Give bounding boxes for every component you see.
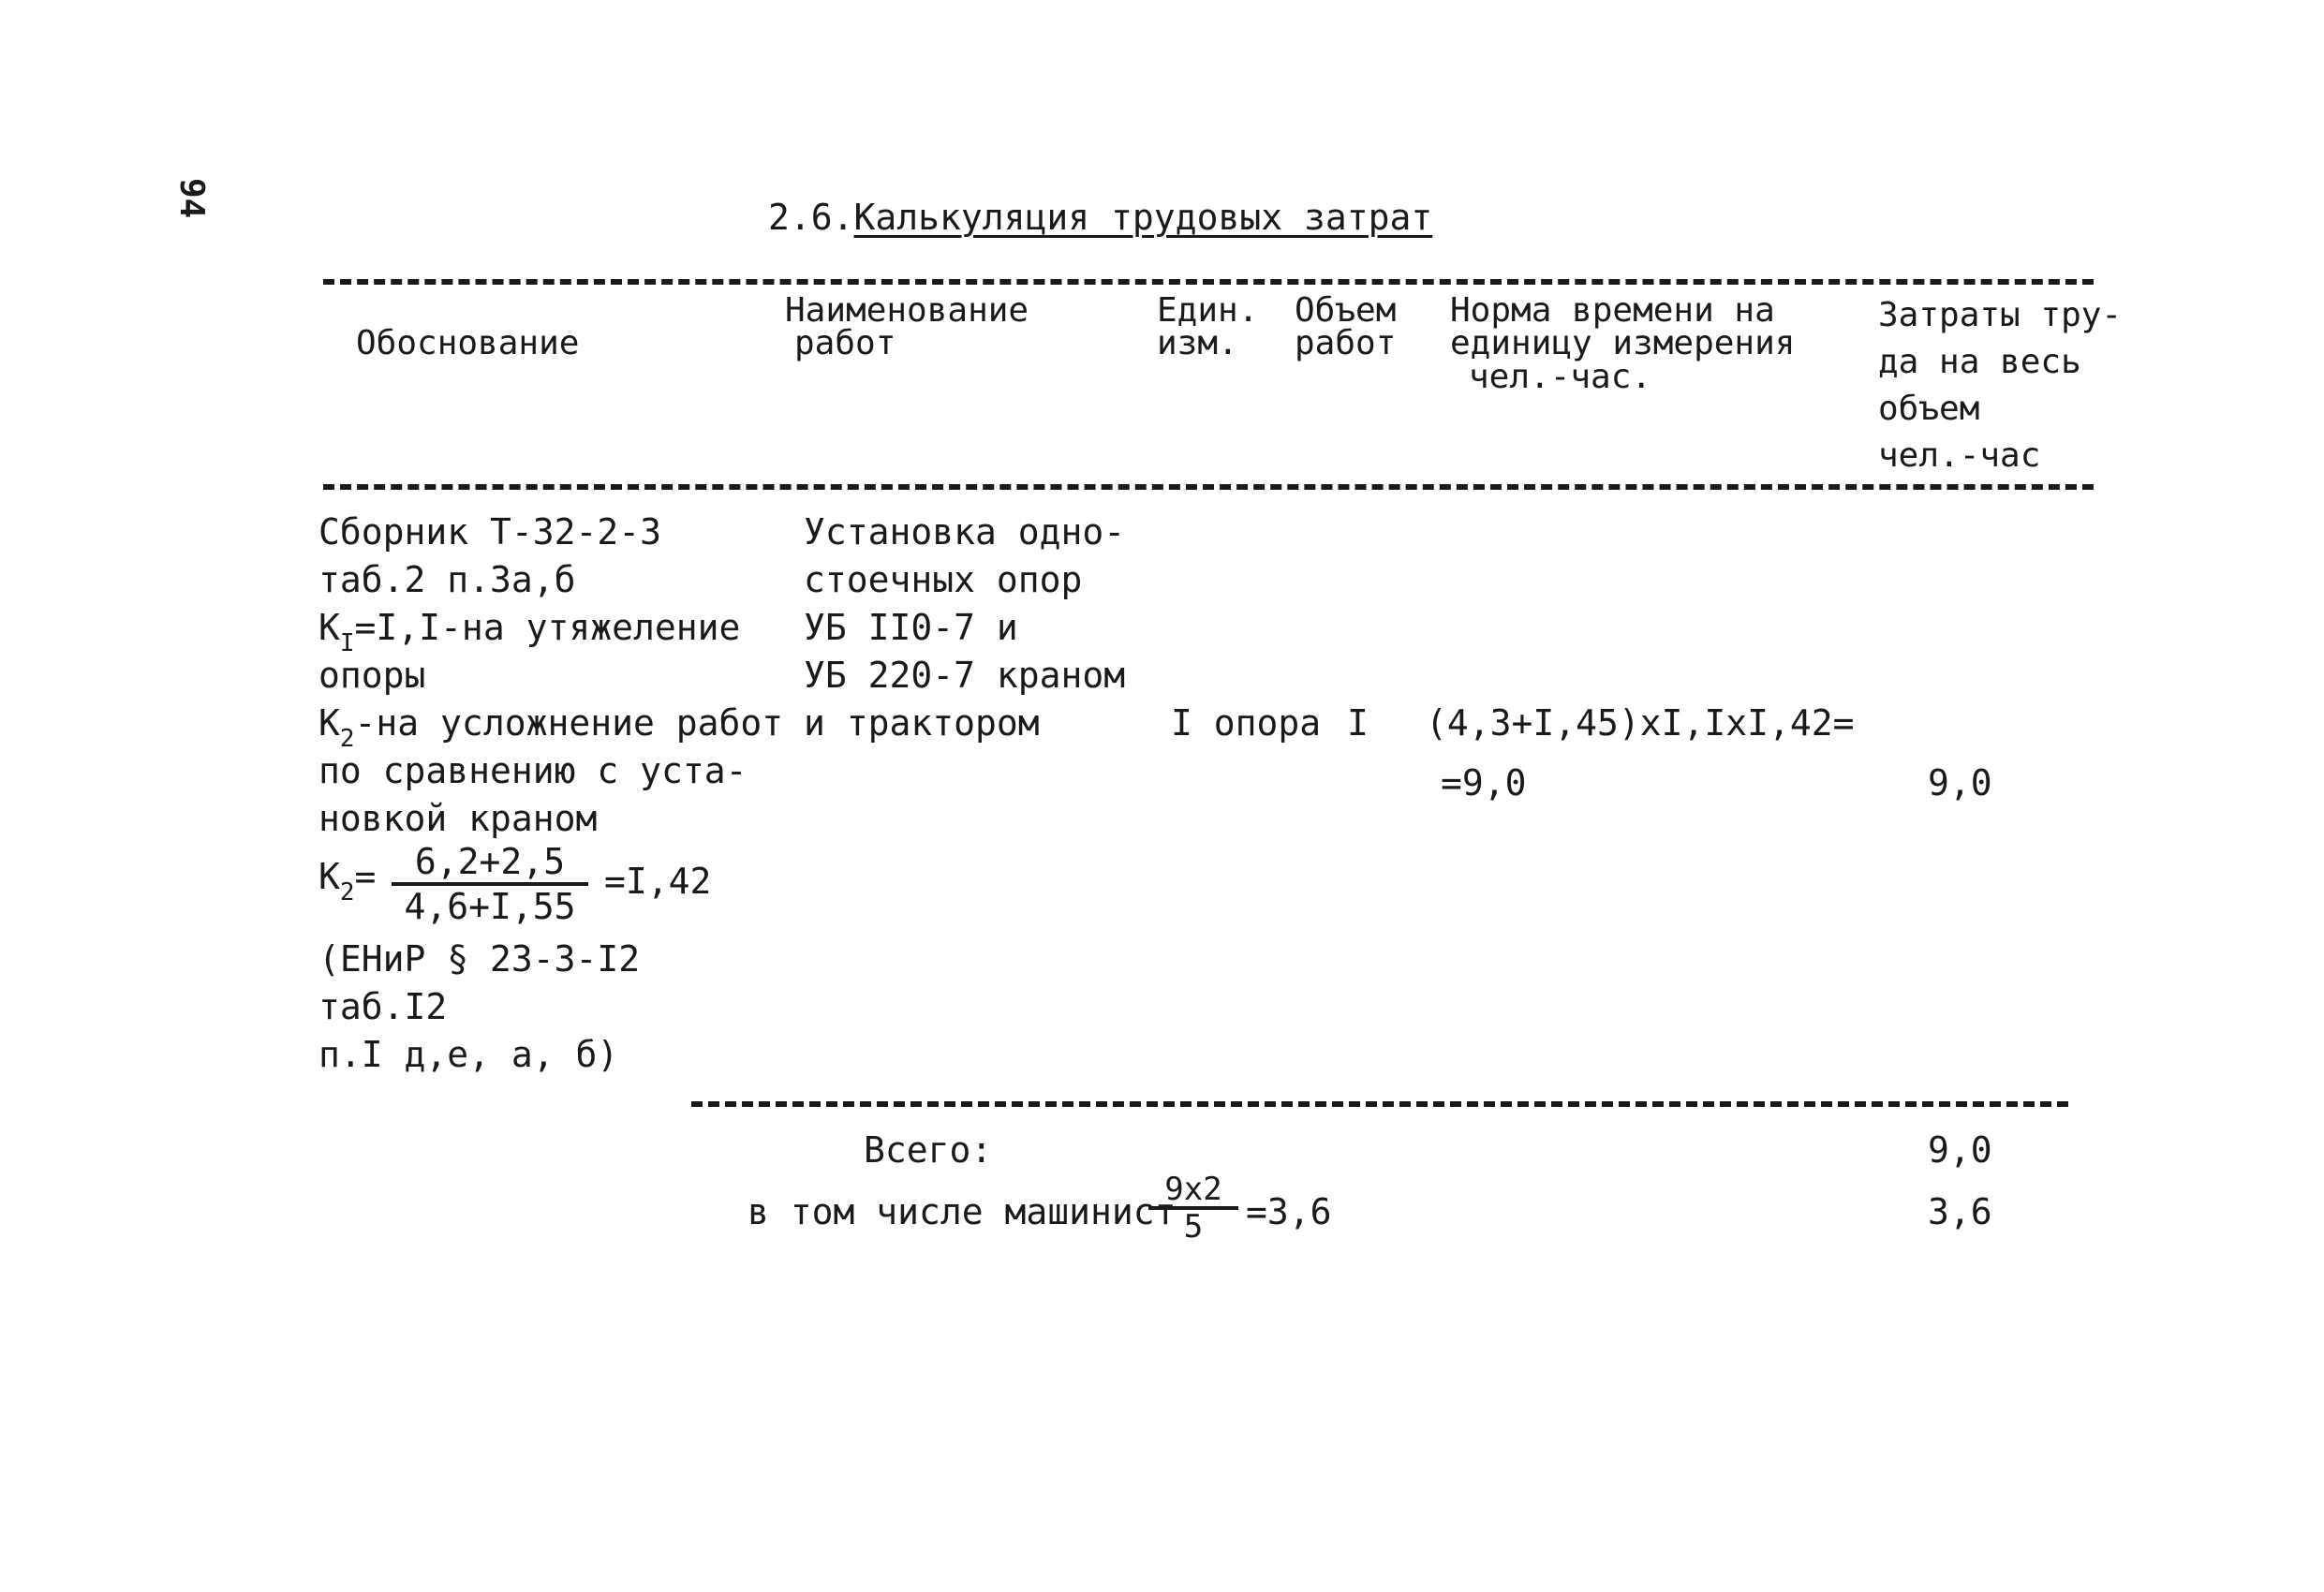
row-labor-cost: 9,0 <box>1928 762 1992 803</box>
totals-rule <box>691 1101 2068 1107</box>
machinist-result: =3,6 <box>1246 1191 1332 1232</box>
header-bottom-rule <box>323 484 2094 490</box>
row-volume: I <box>1347 702 1369 744</box>
header-basis: Обоснование <box>356 324 580 362</box>
page-number: 94 <box>172 178 211 219</box>
row-unit: I опора <box>1171 702 1322 744</box>
k2-line: $К_2-на$ усложнение работ <box>318 702 784 753</box>
k2-formula-result: =I,42 <box>604 861 712 902</box>
header-top-rule <box>323 279 2094 285</box>
row-norm-result: =9,0 <box>1441 762 1527 803</box>
k2-formula-lhs: $К_2=$ <box>318 856 377 907</box>
k2-formula-fraction: $\frac{6,2+2,5}{4,6+I,55}$ <box>392 841 588 927</box>
page-title-text: Калькуляция трудовых затрат <box>853 197 1433 238</box>
machinist-fraction: 9х2 5 <box>1148 1172 1238 1244</box>
machinist-label: в том числе машинист <box>748 1191 1177 1232</box>
row-norm-formula: (4,3+I,45)хI,IхI,42= <box>1426 702 1855 744</box>
page-title: 2.6.Калькуляция трудовых затрат <box>768 197 1433 238</box>
total-value: 9,0 <box>1928 1129 1992 1171</box>
machinist-value: 3,6 <box>1928 1191 1992 1232</box>
total-label: Всего: <box>864 1129 993 1171</box>
k1-line: $К_I=I,I-на$ утяжеление <box>318 607 741 657</box>
